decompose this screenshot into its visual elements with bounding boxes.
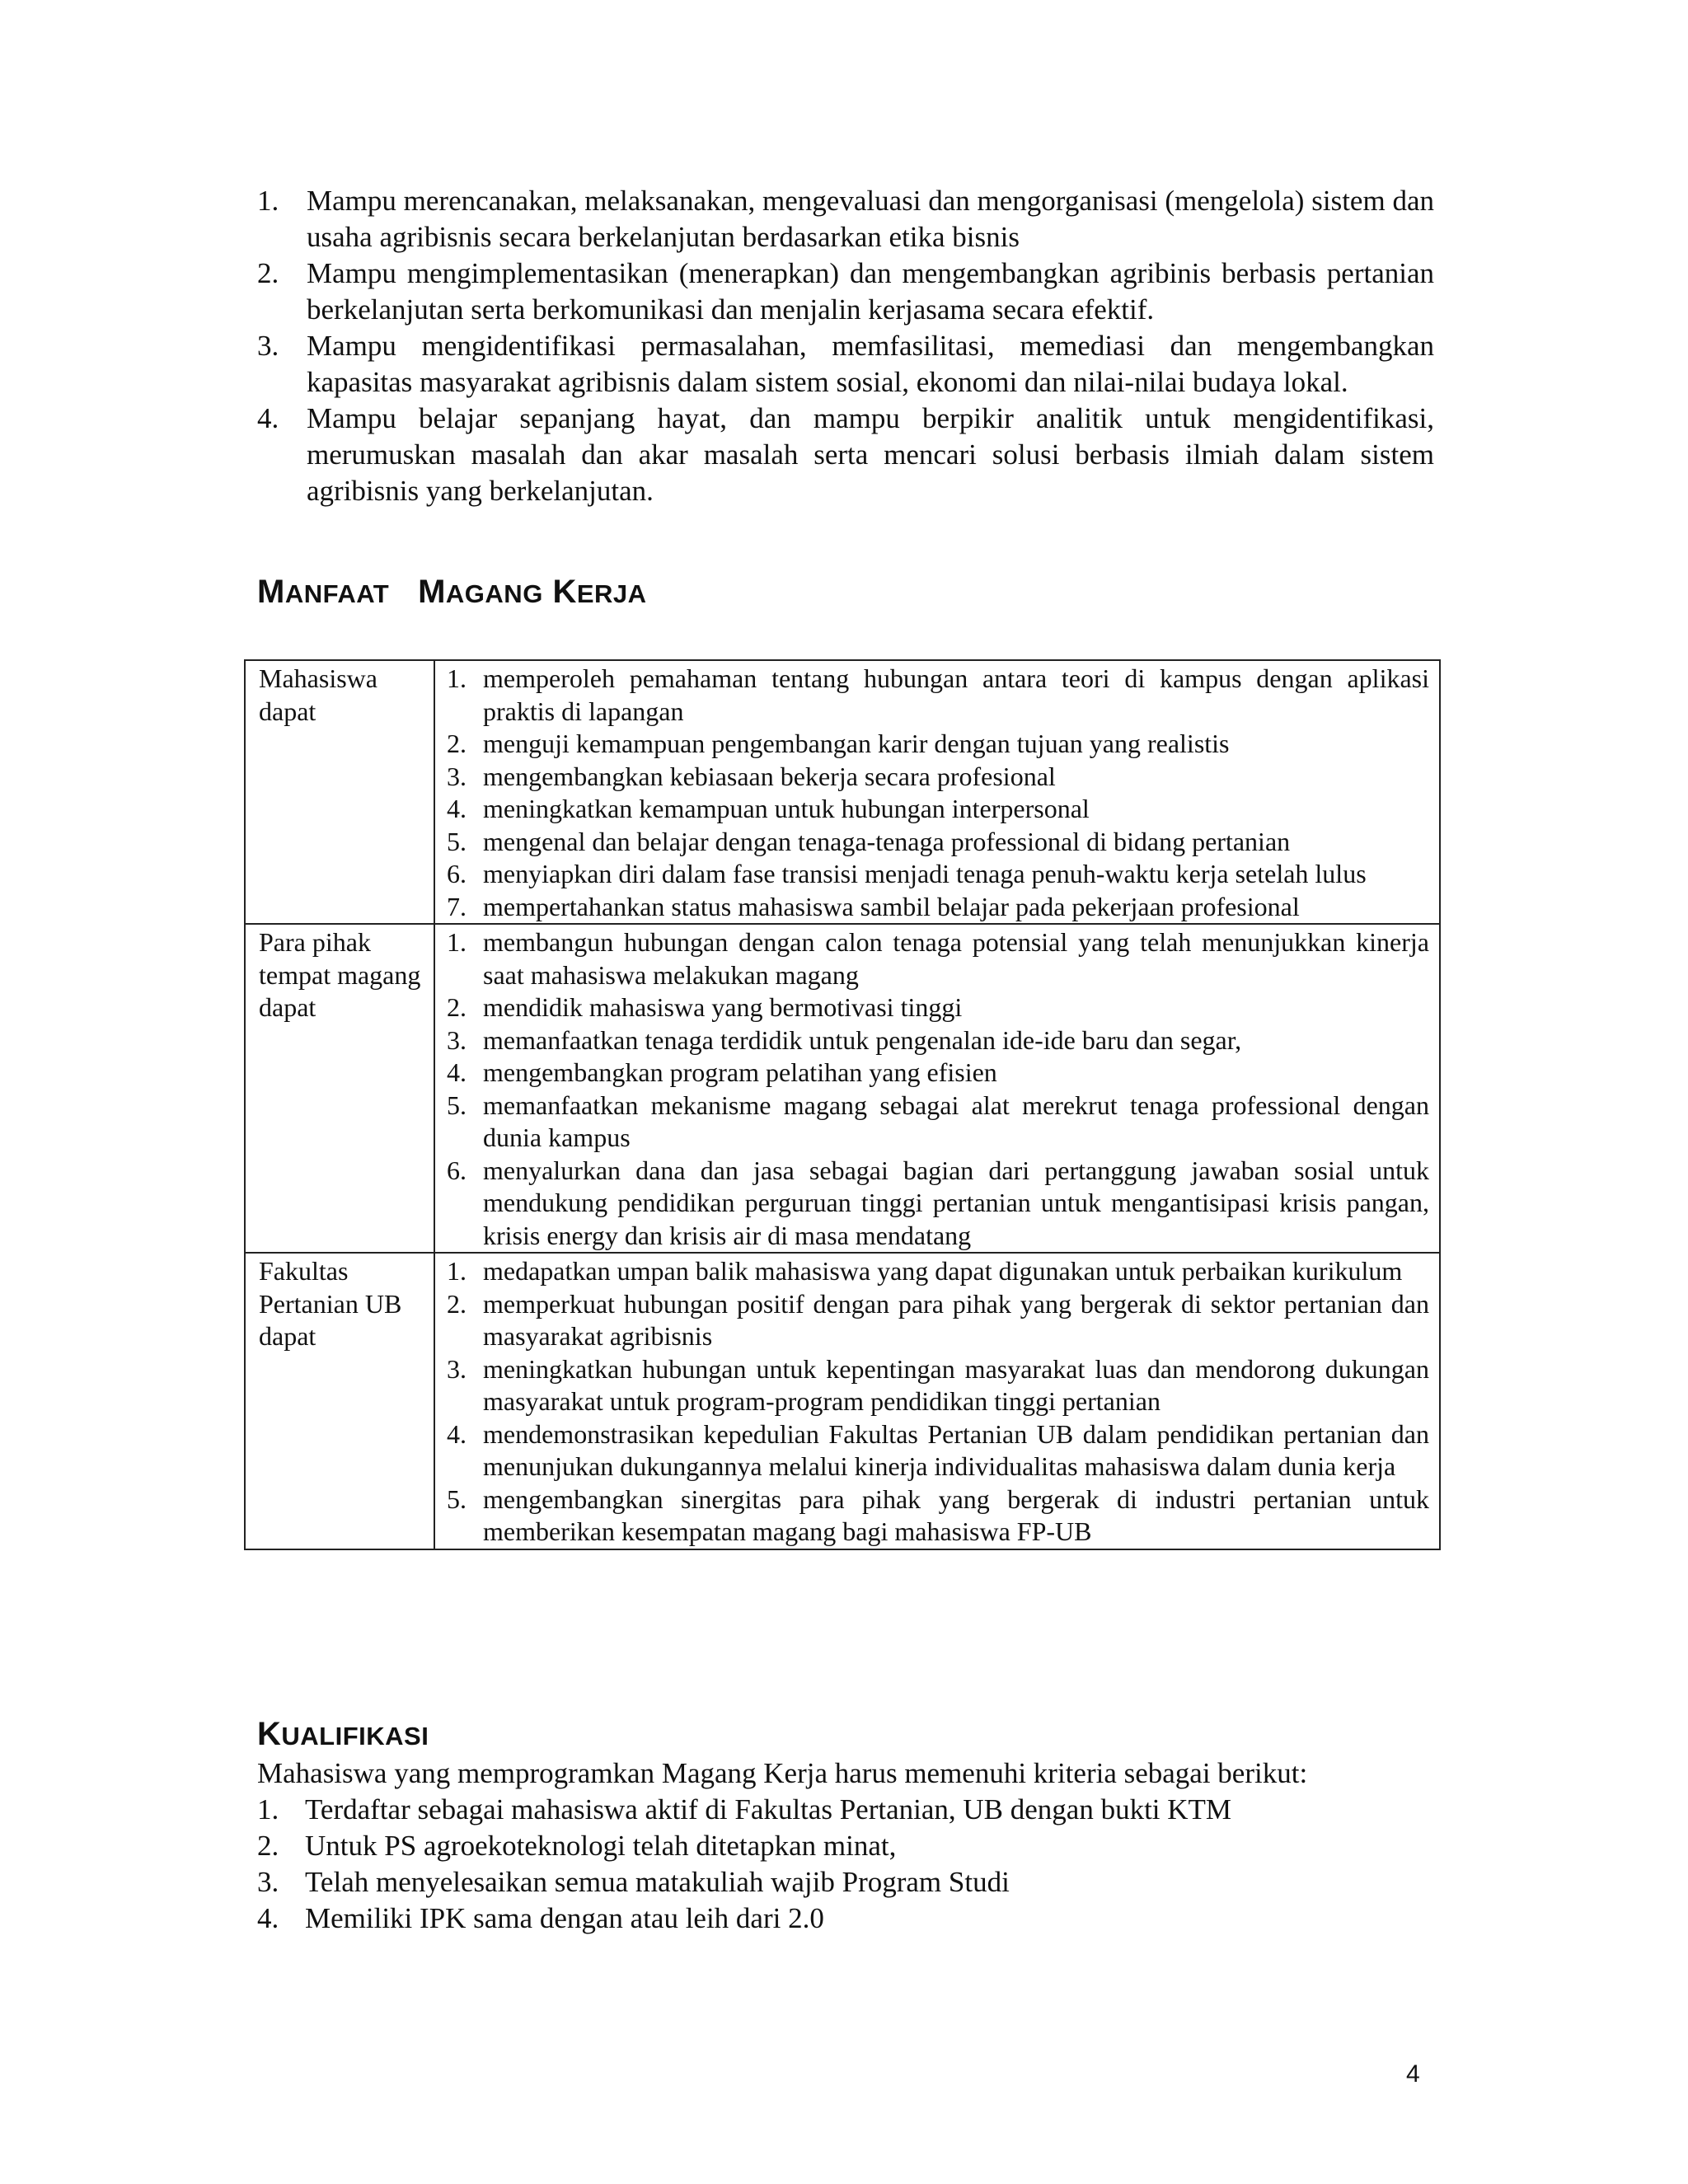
party-cell: Para pihak tempat magang dapat	[245, 924, 434, 1253]
list-item: 2. Untuk PS agroekoteknologi telah ditetapkan minat,	[257, 1830, 897, 1862]
table-row	[245, 660, 1440, 924]
list-item: 5. memanfaatkan mekanisme magang sebagai alat merekrut tenaga professional dengan dunia kampus	[447, 1090, 1429, 1152]
benefits-cell	[434, 924, 1440, 1253]
list-item: 1. membangun hubungan dengan calon tenaga potensial yang telah menunjukkan kinerja saat mahasiswa melakukan magang	[447, 927, 1429, 990]
list-item: 4. meningkatkan kemampuan untuk hubungan interpersonal	[447, 794, 1090, 823]
benefits-cell	[434, 1253, 1440, 1549]
qualifications-heading: KUALIFIKASI	[257, 1716, 429, 1752]
page-number: 4	[1406, 2060, 1420, 2088]
list-number: 4.	[257, 402, 279, 434]
list-item: 5. mengembangkan sinergitas para pihak yang bergerak di industri pertanian untuk memberikan kesempatan magang bagi mahasiswa FP-UB	[447, 1483, 1429, 1546]
list-item: 7. mempertahankan status mahasiswa sambil belajar pada pekerjaan profesional	[447, 891, 1300, 921]
list-item: 3. memanfaatkan tenaga terdidik untuk pengenalan ide-ide baru dan segar,	[447, 1024, 1242, 1055]
learning-outcomes-list	[257, 183, 1434, 509]
list-item	[257, 255, 1434, 328]
qualifications-list	[257, 1792, 1231, 1937]
list-item	[257, 401, 1434, 509]
qualifications-intro: Mahasiswa yang memprogramkan Magang Kerja harus memenuhi kriteria sebagai berikut:	[257, 1757, 1308, 1789]
list-text: Mampu merencanakan, melaksanakan, mengevaluasi dan mengorganisasi (mengelola) sistem dan usaha agribisnis secara berkelanjutan berdasarkan etika bisnis	[307, 185, 1434, 253]
list-item: 1. medapatkan umpan balik mahasiswa yang dapat digunakan untuk perbaikan kurikulum	[447, 1256, 1403, 1286]
list-text: Mampu belajar sepanjang hayat, dan mampu berpikir analitik untuk mengidentifikasi, merumuskan masalah dan akar masalah serta mencari solusi berbasis ilmiah dalam sistem agribisnis yang berkelanjutan.	[307, 402, 1434, 507]
list-item: 1. memperoleh pemahaman tentang hubungan antara teori di kampus dengan aplikasi praktis di lapangan	[447, 663, 1429, 726]
list-item: 6. menyalurkan dana dan jasa sebagai bagian dari pertanggung jawaban sosial untuk mendukung pendidikan perguruan tinggi pertanian untuk mengantisipasi krisis pangan, krisis energy dan krisis air di masa mendatang	[447, 1155, 1429, 1250]
list-item: 3. Telah menyelesaikan semua matakuliah wajib Program Studi	[257, 1866, 1010, 1898]
table-row	[245, 924, 1440, 1253]
list-number: 1.	[257, 185, 279, 217]
list-item: 4. mendemonstrasikan kepedulian Fakultas Pertanian UB dalam pendidikan pertanian dan menunjukan dukungannya melalui kinerja individualitas mahasiswa dalam dunia kerja	[447, 1418, 1429, 1481]
party-cell: Mahasiswa dapat	[245, 660, 434, 924]
list-number: 3.	[257, 330, 279, 362]
list-item: 4. Memiliki IPK sama dengan atau leih dari 2.0	[257, 1902, 824, 1934]
list-item: 3. mengembangkan kebiasaan bekerja secara profesional	[447, 761, 1056, 791]
benefits-list	[447, 663, 1429, 923]
list-text: Mampu mengimplementasikan (menerapkan) dan mengembangkan agribinis berbasis pertanian berkelanjutan serta berkomunikasi dan menjalin kerjasama secara efektif.	[307, 257, 1434, 326]
list-item: 5. mengenal dan belajar dengan tenaga-tenaga professional di bidang pertanian	[447, 826, 1291, 856]
party-cell: Fakultas Pertanian UB dapat	[245, 1253, 434, 1549]
list-item: 2. menguji kemampuan pengembangan karir dengan tujuan yang realistis	[447, 729, 1230, 758]
list-number: 2.	[257, 257, 279, 289]
list-item: 4. mengembangkan program pelatihan yang efisien	[447, 1057, 997, 1087]
benefits-list	[447, 1255, 1429, 1549]
list-item	[257, 328, 1434, 401]
benefits-table	[244, 659, 1441, 1550]
benefits-list	[447, 926, 1429, 1252]
list-item: 3. meningkatkan hubungan untuk kepentingan masyarakat luas dan mendorong dukungan masyarakat untuk program-program pendidikan tinggi pertanian	[447, 1353, 1429, 1416]
benefits-heading: MANFAAT MAGANG KERJA	[257, 574, 647, 610]
list-text: Mampu mengidentifikasi permasalahan, memfasilitasi, memediasi dan mengembangkan kapasitas masyarakat agribisnis dalam sistem sosial, ekonomi dan nilai-nilai budaya lokal.	[307, 330, 1434, 398]
list-item: 1. Terdaftar sebagai mahasiswa aktif di Fakultas Pertanian, UB dengan bukti KTM	[257, 1793, 1232, 1825]
list-item: 2. mendidik mahasiswa yang bermotivasi tinggi	[447, 992, 963, 1022]
benefits-cell	[434, 660, 1440, 924]
list-item	[257, 183, 1434, 255]
table-row	[245, 1253, 1440, 1549]
list-item: 6. menyiapkan diri dalam fase transisi menjadi tenaga penuh-waktu kerja setelah lulus	[447, 859, 1367, 888]
list-item: 2. memperkuat hubungan positif dengan para pihak yang bergerak di sektor pertanian dan masyarakat agribisnis	[447, 1288, 1429, 1351]
